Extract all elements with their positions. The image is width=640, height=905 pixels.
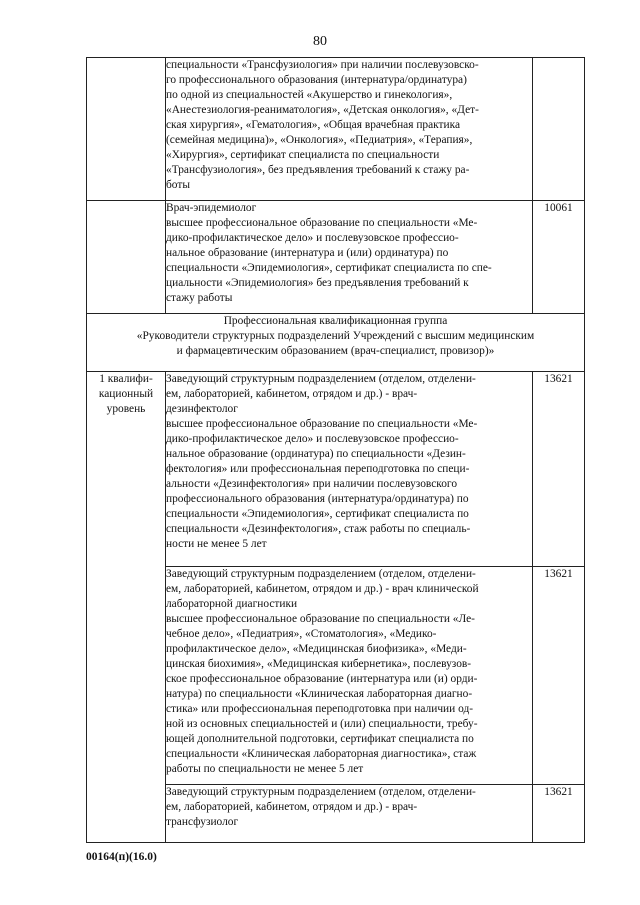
level-label-line: кационный [98, 388, 154, 400]
text-line: профилактическое дело», «Медицинская биофизика», «Меди- [166, 643, 467, 655]
text-line: «Трансфузиология», без предъявления требований к стажу ра- [166, 164, 470, 176]
text-line: цинская биохимия», «Медицинская кибернетика», послевузов- [166, 658, 472, 670]
text-line: циальности «Эпидемиология» без предъявления требований к [166, 277, 469, 289]
text-line: ной из основных специальностей и (или) специальности, требу- [166, 718, 478, 730]
text-line: го профессионального образования (интернатура/ординатура) [166, 74, 467, 86]
table-row [87, 372, 585, 567]
text-line: дико-профилактическое дело» и послевузовское профессио- [166, 433, 459, 445]
code-cell: 10061 [533, 201, 585, 314]
document-footer-code: 00164(п)(16.0) [86, 851, 157, 863]
text-line: ности не менее 5 лет [166, 538, 267, 550]
text-line: нальное образование (интернатура и (или) ординатура) по [166, 247, 449, 259]
text-line: ем, лабораторией, кабинетом, отрядом и др.) - врач- [166, 801, 418, 813]
page-number: 80 [313, 34, 327, 49]
text-line: Заведующий структурным подразделением (отделом, отделени- [166, 373, 476, 385]
text-line: ем, лабораторией, кабинетом, отрядом и др.) - врач- [166, 388, 418, 400]
position-description [166, 785, 533, 843]
group-header-line: Профессиональная квалификационная группа [223, 315, 448, 327]
text-line: (семейная медицина)», «Онкология», «Педиатрия», «Терапия», [166, 134, 473, 146]
group-header-row [87, 314, 585, 372]
text-line: фектология» или профессиональная переподготовка по специ- [166, 463, 470, 475]
text-line: боты [166, 179, 190, 191]
group-header [87, 314, 585, 372]
text-line: нальное образование (ординатура) по специальности «Дезин- [166, 448, 466, 460]
text-line: высшее профессиональное образование по специальности «Ме- [166, 418, 478, 430]
text-line: ющей дополнительной подготовки, сертификат специалиста по [166, 733, 474, 745]
text-line: специальности «Дезинфектология», стаж работы по специаль- [166, 523, 471, 535]
text-line: профессионального образования (интернатура/ординатура) по [166, 493, 469, 505]
text-line: по одной из специальностей «Акушерство и гинекология», [166, 89, 453, 101]
text-line: альности «Дезинфектология» при наличии послевузовского [166, 478, 458, 490]
group-header-line: «Руководители структурных подразделений Учреждений с высшим медицинским [136, 330, 535, 342]
group-header-line: и фармацевтическим образованием (врач-специалист, провизор)» [176, 345, 495, 357]
text-line: Врач-эпидемиолог [166, 202, 257, 214]
text-line: чебное дело», «Педиатрия», «Стоматология», «Медико- [166, 628, 437, 640]
text-line: дико-профилактическое дело» и послевузовское профессио- [166, 232, 459, 244]
text-line: высшее профессиональное образование по специальности «Ле- [166, 613, 475, 625]
text-line: специальности «Клиническая лабораторная диагностика», стаж [166, 748, 477, 760]
position-description [166, 372, 533, 567]
text-line: Заведующий структурным подразделением (отделом, отделени- [166, 568, 476, 580]
text-line: стажу работы [166, 292, 233, 304]
position-description [166, 201, 533, 314]
code-cell: 13621 [533, 372, 585, 567]
text-line: высшее профессиональное образование по специальности «Ме- [166, 217, 478, 229]
text-line: специальности «Эпидемиология», сертификат специалиста по [166, 508, 469, 520]
text-line: ем, лабораторией, кабинетом, отрядом и др.) - врач клинической [166, 583, 479, 595]
code-cell [533, 58, 585, 201]
text-line: работы по специальности не менее 5 лет [166, 763, 364, 775]
text-line: «Анестезиология-реаниматология», «Детская онкология», «Дет- [166, 104, 479, 116]
text-line: ская хирургия», «Гематология», «Общая врачебная практика [166, 119, 461, 131]
position-description [166, 58, 533, 201]
text-line: трансфузиолог [166, 816, 239, 828]
level-cell [87, 201, 166, 314]
level-label-line: 1 квалифи- [99, 373, 153, 385]
text-line: натура) по специальности «Клиническая лабораторная диагно- [166, 688, 473, 700]
text-line: специальности «Эпидемиология», сертификат специалиста по спе- [166, 262, 492, 274]
code-cell: 13621 [533, 785, 585, 843]
table-row [87, 58, 585, 201]
code-cell: 13621 [533, 567, 585, 785]
text-line: «Хирургия», сертификат специалиста по специальности [166, 149, 440, 161]
table-row [87, 201, 585, 314]
text-line: лабораторной диагностики [166, 598, 298, 610]
text-line: специальности «Трансфузиология» при наличии послевузовско- [166, 59, 479, 71]
text-line: стика» или профессиональная переподготовка при наличии од- [166, 703, 474, 715]
text-line: Заведующий структурным подразделением (отделом, отделени- [166, 786, 476, 798]
text-line: ское профессиональное образование (интернатура или (и) орди- [166, 673, 478, 685]
qualification-table [86, 57, 585, 843]
level-cell [87, 58, 166, 201]
level-cell [87, 372, 166, 843]
text-line: дезинфектолог [166, 403, 238, 415]
level-label-line: уровень [106, 403, 146, 415]
position-description [166, 567, 533, 785]
